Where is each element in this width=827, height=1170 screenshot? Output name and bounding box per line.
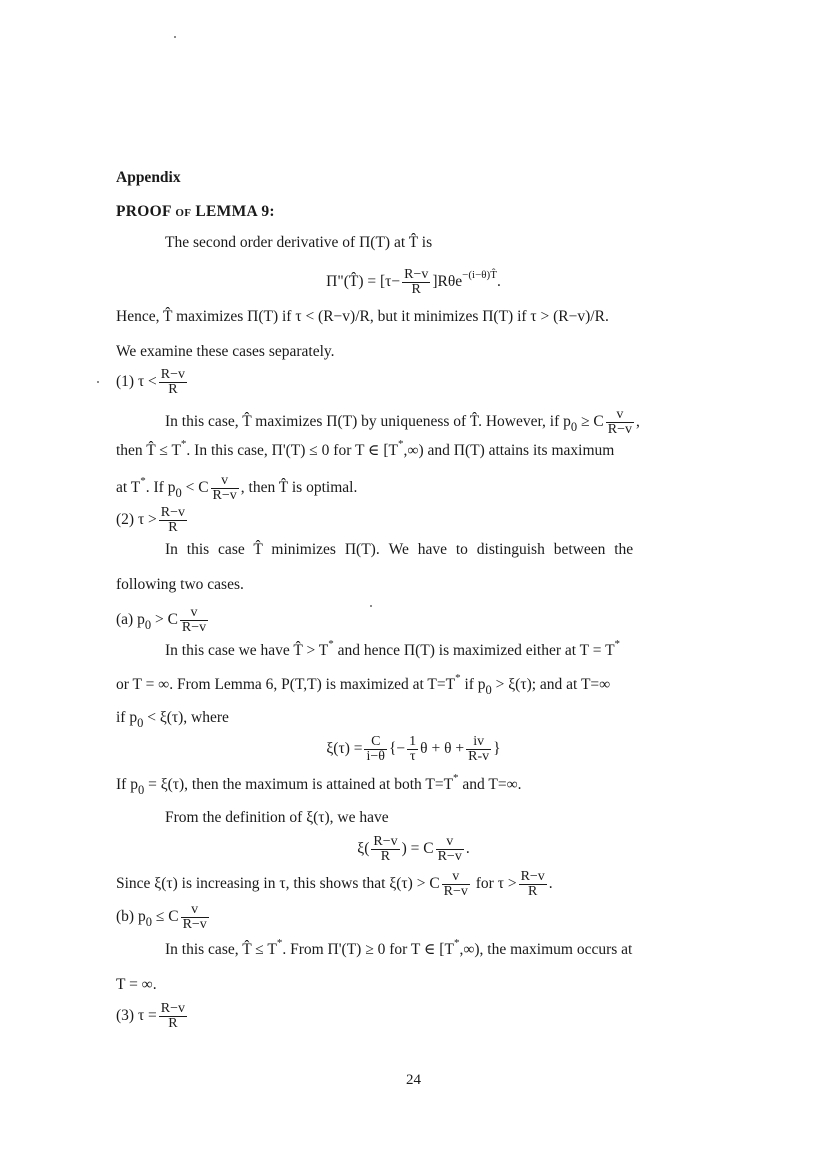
text-line: In this case we have T̂ > T* and hence Π(T) is maximized either at T = T* bbox=[165, 638, 621, 659]
case-3-label: (3) τ = $\frac{R-v}{R}$ bbox=[116, 1001, 186, 1031]
text-line: or T = ∞. From Lemma 6, P(T,T) is maximized at T=T* if $p_0 > \xi(\tau)$; and at T=∞ bbox=[116, 672, 611, 697]
case-2-label: (2) τ > $\frac{R-v}{R}$ bbox=[116, 505, 186, 535]
text-line: We examine these cases separately. bbox=[116, 343, 335, 360]
appendix-heading: Appendix bbox=[116, 169, 181, 186]
text-line: T = ∞. bbox=[116, 976, 157, 993]
text-line: In this case, T̂ maximizes Π(T) by uniqueness of T̂. However, if $p_0 \ge C$ $\frac{v}{R-v}$ , bbox=[165, 407, 640, 437]
proof-label: PROOF of LEMMA 9: bbox=[116, 203, 275, 220]
text-line: From the definition of ξ(τ), we have bbox=[165, 809, 389, 826]
text-line: In this case, T̂ ≤ T*. From Π'(T) ≥ 0 for T ∈ [T*,∞), the maximum occurs at bbox=[165, 937, 633, 958]
case-b-label: (b) $p_0 \le C$ $\frac{v}{R-v}$ bbox=[116, 902, 207, 932]
equation-2: ξ(τ) = $\frac{C}{i-\theta}$ {− $\frac{1}{\tau}$ θ + θ + $\frac{iv}{R-v}$ } bbox=[326, 734, 501, 764]
speck bbox=[174, 36, 176, 38]
page-number: 24 bbox=[406, 1072, 421, 1088]
text-line: Since ξ(τ) is increasing in τ, this shows that ξ(τ) > C $\frac{v}{R-v}$ for τ > $\frac{R-v}{R}$ . bbox=[116, 869, 553, 899]
case-a-label: (a) $p_0 > C$ $\frac{v}{R-v}$ bbox=[116, 605, 207, 635]
speck bbox=[370, 605, 372, 607]
text-line: If $p_0 = \xi(\tau)$, then the maximum is attained at both T=T* and T=∞. bbox=[116, 772, 522, 797]
text-line: The second order derivative of Π(T) at T̂ is bbox=[165, 234, 433, 251]
speck bbox=[97, 381, 99, 383]
text-line: if $p_0 < \xi(\tau)$, where bbox=[116, 709, 229, 730]
text-line: then T̂ ≤ T*. In this case, Π'(T) ≤ 0 for T ∈ [T*,∞) and Π(T) attains its maximum bbox=[116, 438, 615, 459]
equation-1: Π"(T̂) = [τ− $\frac{R-v}{R}$ ]Rθe$^{-(i-\theta)T̂}$. bbox=[326, 267, 501, 297]
equation-3: ξ( $\frac{R-v}{R}$ ) = C $\frac{v}{R-v}$ . bbox=[357, 834, 470, 864]
text-line: In this case T̂ minimizes Π(T). We have to distinguish between the bbox=[165, 541, 634, 558]
case-1-label: (1) τ < $\frac{R-v}{R}$ bbox=[116, 367, 186, 397]
text-line: Hence, T̂ maximizes Π(T) if τ < (R−v)/R, but it minimizes Π(T) if τ > (R−v)/R. bbox=[116, 308, 609, 325]
text-line: at T*. If $p_0 < C$ $\frac{v}{R-v}$ , then T̂ is optimal. bbox=[116, 473, 358, 503]
text-line: following two cases. bbox=[116, 576, 244, 593]
